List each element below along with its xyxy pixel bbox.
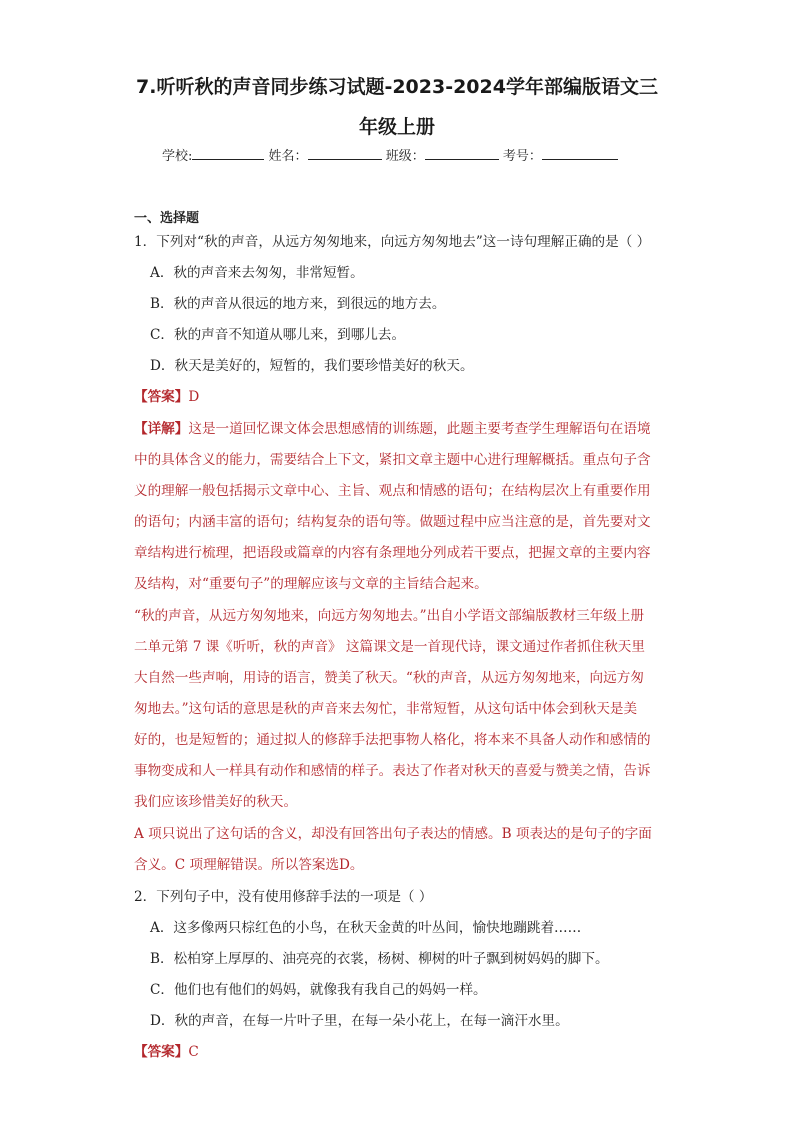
student-info-line (162, 145, 618, 164)
question-1-option-c: C．秋的声音不知道从哪儿来，到哪儿去。 (150, 327, 406, 343)
explanation-line: 我们应该珍惜美好的秋天。 (134, 794, 298, 810)
answer-tag: 【答案】 (134, 389, 189, 405)
school-label: 学校: (162, 149, 193, 164)
explanation-line: A 项只说出了这句话的含义，却没有回答出句子表达的情感。B 项表达的是句子的字面 (134, 826, 652, 842)
name-blank (308, 146, 382, 160)
class-blank (425, 146, 499, 160)
document-title-line2: 年级上册 (358, 116, 435, 138)
explanation-line: 【详解】这是一道回忆课文体会思想感情的训练题，此题主要考查学生理解语句在语境 (134, 421, 651, 437)
id-blank (542, 146, 618, 160)
explanation-line: 大自然一些声响，用诗的语言，赞美了秋天。“秋的声音，从远方匆匆地来，向远方匆 (134, 670, 644, 686)
question-2-option-a: A．这多像两只棕红色的小鸟，在秋天金黄的叶丛间，愉快地蹦跳着…… (150, 920, 582, 936)
question-2-option-c: C．他们也有他们的妈妈，就像我有我自己的妈妈一样。 (150, 982, 487, 998)
explanation-line: 的语句；内涵丰富的语句；结构复杂的语句等。做题过程中应当注意的是，首先要对文 (134, 514, 651, 530)
explanation-line: 二单元第 7 课《听听，秋的声音》 这篇课文是一首现代诗，课文通过作者抓住秋天里 (134, 639, 645, 655)
question-2-option-d: D．秋的声音，在每一片叶子里，在每一朵小花上，在每一滴汗水里。 (150, 1013, 569, 1029)
question-2-stem: 2．下列句子中，没有使用修辞手法的一项是（ ） (134, 889, 433, 905)
question-1-answer (134, 387, 199, 407)
question-2-answer (134, 1042, 199, 1062)
section-title: 一、选择题 (134, 211, 200, 226)
answer-value: D (188, 389, 200, 405)
explain-tag: 【详解】 (134, 421, 189, 437)
question-1-option-d: D．秋天是美好的，短暂的，我们要珍惜美好的秋天。 (150, 358, 474, 374)
class-label: 班级： (385, 149, 425, 164)
explanation-line: 事物变成和人一样具有动作和感情的样子。表达了作者对秋天的喜爱与赞美之情，告诉 (134, 763, 651, 779)
question-1-option-b: B．秋的声音从很远的地方来，到很远的地方去。 (150, 296, 446, 312)
explanation-line: “秋的声音，从远方匆匆地来，向远方匆匆地去。”出自小学语文部编版教材三年级上册 (134, 608, 645, 624)
document-title-line1: 7.听听秋的声音同步练习试题-2023-2024学年部编版语文三 (136, 76, 658, 98)
answer-tag: 【答案】 (134, 1044, 189, 1060)
question-1-stem: 1．下列对“秋的声音，从远方匆匆地来，向远方匆匆地去”这一诗句理解正确的是（ ） (134, 234, 651, 250)
explanation-line: 中的具体含义的能力，需要结合上下文，紧扣文章主题中心进行理解概括。重点句子含 (134, 452, 651, 468)
explanation-line: 含义。C 项理解错误。所以答案选D。 (134, 857, 364, 873)
question-1-option-a: A．秋的声音来去匆匆，非常短暂。 (150, 265, 364, 281)
explanation-line: 好的，也是短暂的；通过拟人的修辞手法把事物人格化，将本来不具备人动作和感情的 (134, 732, 651, 748)
explanation-line: 义的理解一般包括揭示文章中心、主旨、观点和情感的语句；在结构层次上有重要作用 (134, 483, 651, 499)
name-label: 姓名： (268, 149, 308, 164)
explanation-line: 匆地去。”这句话的意思是秋的声音来去匆忙，非常短暂，从这句话中体会到秋天是美 (134, 701, 638, 717)
explanation-line: 及结构，对“重要句子”的理解应该与文章的主旨结合起来。 (134, 576, 488, 592)
answer-value: C (188, 1044, 199, 1060)
id-label: 考号： (502, 149, 542, 164)
school-blank (192, 146, 264, 160)
question-2-option-b: B．松柏穿上厚厚的、油亮亮的衣裳，杨树、柳树的叶子飘到树妈妈的脚下。 (150, 951, 609, 967)
explanation-line: 章结构进行梳理，把语段或篇章的内容有条理地分列成若干要点，把握文章的主要内容 (134, 545, 651, 561)
